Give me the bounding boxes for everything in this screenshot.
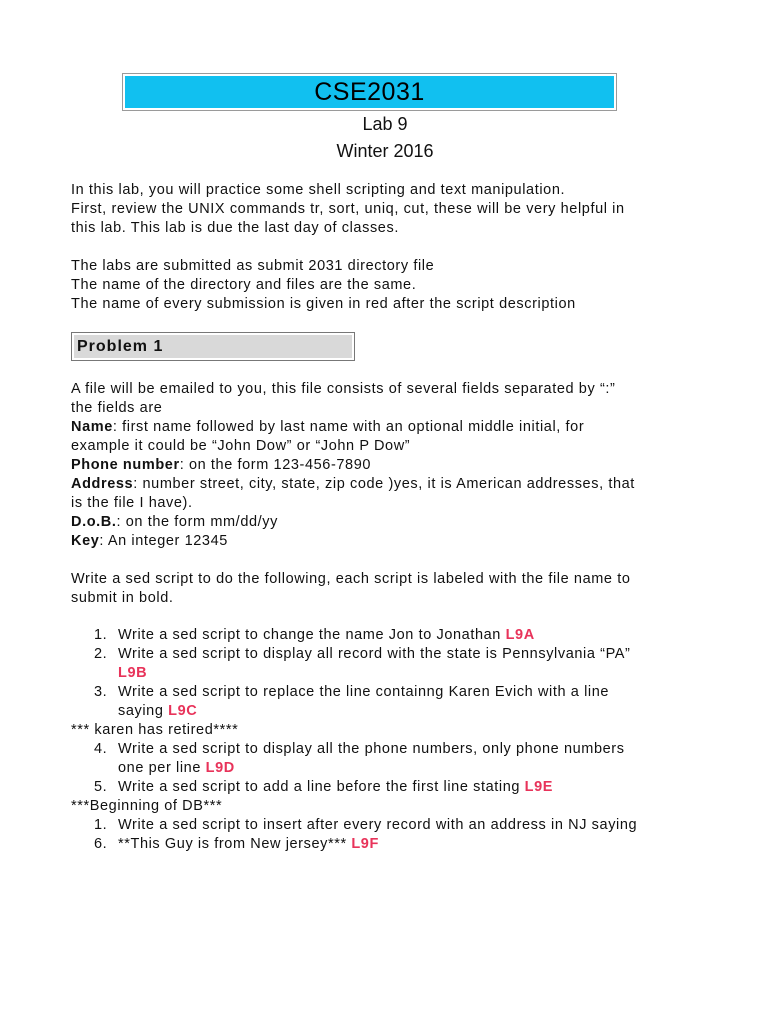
submission-code: L9A [505, 627, 535, 643]
submission-code: L9B [118, 665, 148, 681]
list-text: Write a sed script to insert after every record with an address in NJ saying [118, 817, 638, 833]
field-label: Name [71, 419, 113, 435]
submission-line: The name of every submission is given in red after the script description [71, 296, 576, 312]
field-key [71, 532, 228, 551]
course-title-box [122, 73, 617, 111]
field-name [71, 418, 584, 437]
list-number: 5. [94, 779, 108, 795]
submission-code: L9C [168, 703, 198, 719]
list-text: Write a sed script to replace the line containng Karen Evich with a line [118, 684, 610, 700]
field-label: Address [71, 476, 134, 492]
problem-line: A file will be emailed to you, this file consists of several fields separated by “:” [71, 381, 616, 397]
instruction-line: submit in bold. [71, 590, 174, 606]
submission-code: L9E [524, 779, 554, 795]
list-text-continued: one per line L9D [118, 760, 235, 776]
intro-line: First, review the UNIX commands tr, sort, uniq, cut, these will be very helpful in [71, 201, 625, 217]
field-text: : first name followed by last name with an optional middle initial, for [112, 419, 585, 435]
list-text: **This Guy is from New jersey*** L9F [118, 836, 379, 852]
field-text: : on the form 123-456-7890 [179, 457, 372, 473]
field-label: Key [71, 533, 100, 549]
list-text: Write a sed script to add a line before the first line stating L9E [118, 779, 554, 795]
field-text: : An integer 12345 [99, 533, 228, 549]
submission-line: The name of the directory and files are the same. [71, 277, 417, 293]
instruction-line: Write a sed script to do the following, each script is labeled with the file name to [71, 571, 631, 587]
list-text: Write a sed script to change the name Jon to Jonathan L9A [118, 627, 535, 643]
field-dob [71, 513, 278, 532]
field-text: : on the form mm/dd/yy [116, 514, 278, 530]
list-number: 3. [94, 684, 108, 700]
field-address-continued: is the file I have). [71, 495, 193, 511]
lab-number: Lab 9 [362, 114, 408, 134]
list-number: 1. [94, 627, 108, 643]
term: Winter 2016 [336, 141, 434, 161]
note-line: *** karen has retired**** [71, 722, 239, 738]
list-text: Write a sed script to display all record with the state is Pennsylvania “PA” [118, 646, 631, 662]
list-number: 2. [94, 646, 108, 662]
field-address [71, 475, 635, 494]
note-line: ***Beginning of DB*** [71, 798, 223, 814]
problem-heading: Problem 1 [74, 335, 352, 358]
field-text: : number street, city, state, zip code )yes, it is American addresses, that [133, 476, 635, 492]
problem-heading-box [71, 332, 355, 361]
list-number: 6. [94, 836, 108, 852]
field-name-continued: example it could be “John Dow” or “John P Dow” [71, 438, 411, 454]
submission-code: L9F [351, 836, 379, 852]
intro-line: this lab. This lab is due the last day of classes. [71, 220, 399, 236]
field-phone [71, 456, 371, 475]
field-label: D.o.B. [71, 514, 117, 530]
list-number: 4. [94, 741, 108, 757]
problem-line: the fields are [71, 400, 163, 416]
submission-line: The labs are submitted as submit 2031 directory file [71, 258, 435, 274]
field-label: Phone number [71, 457, 180, 473]
list-text-continued: saying L9C [118, 703, 198, 719]
course-title: CSE2031 [125, 76, 614, 108]
intro-line: In this lab, you will practice some shell scripting and text manipulation. [71, 182, 566, 198]
submission-code: L9D [205, 760, 235, 776]
list-number: 1. [94, 817, 108, 833]
list-text: Write a sed script to display all the phone numbers, only phone numbers [118, 741, 625, 757]
